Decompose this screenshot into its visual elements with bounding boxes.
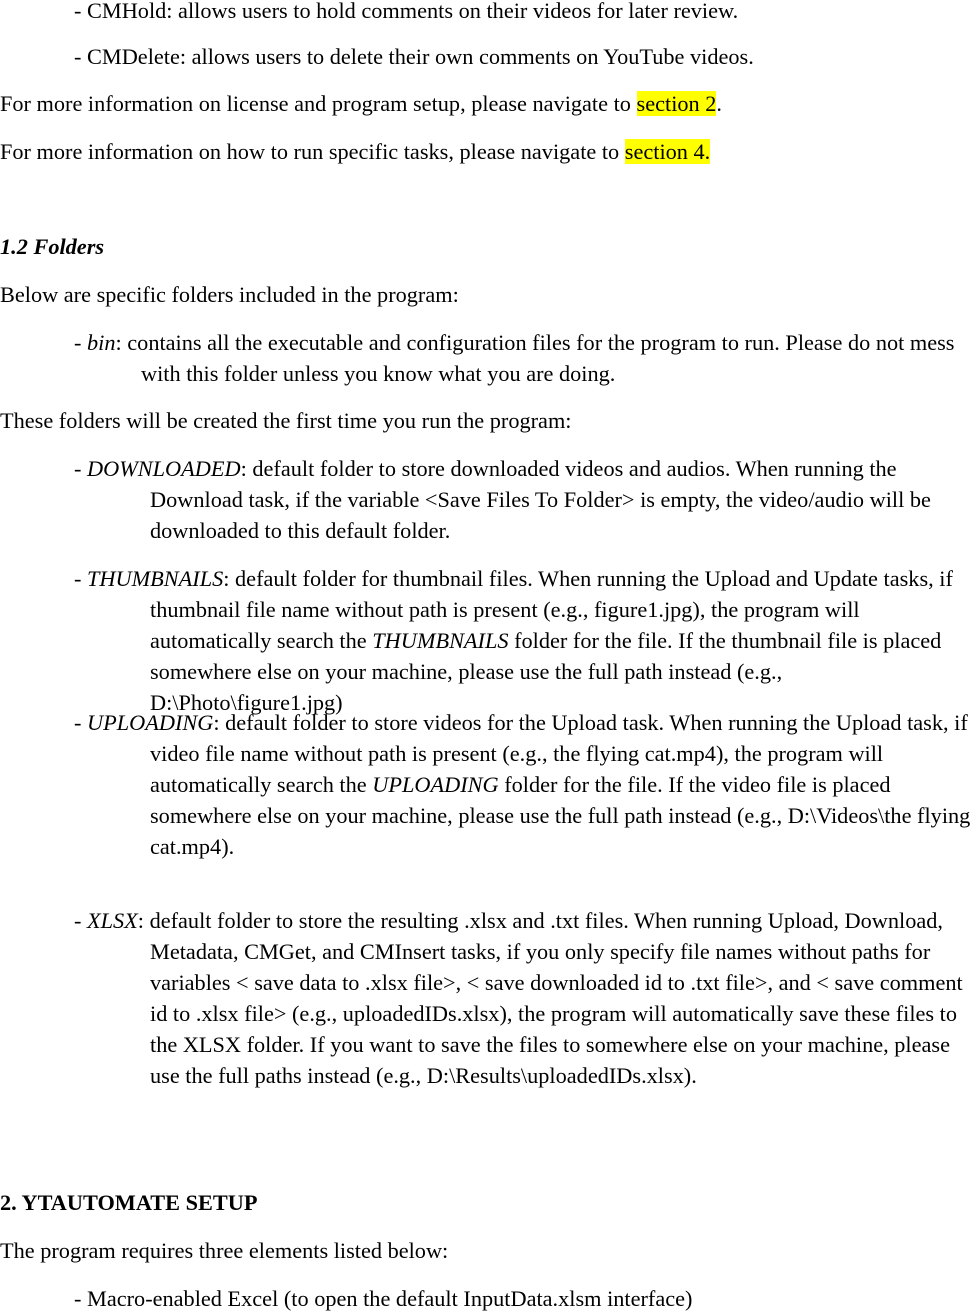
created-folders-intro: These folders will be created the first time you run the program: <box>0 408 572 433</box>
bullet-cmdelete: - CMDelete: allows users to delete their own comments on YouTube videos. <box>74 44 754 69</box>
bin-dash: - <box>74 330 87 355</box>
thumbnails-dash: - <box>74 566 87 591</box>
info-license-prefix: For more information on license and program setup, please navigate to <box>0 91 637 116</box>
thumbnails-description-2: folder for the file. If the thumbnail file is placed somewhere else on your machine, please use the full path instead (e.g., D:\Photo\figure1.jpg) <box>150 628 942 715</box>
bin-description: : contains all the executable and configuration files for the program to run. Please do not mess with this folder unless you know what you are doing. <box>115 330 955 386</box>
uploading-dash: - <box>74 710 87 735</box>
bullet-macro-excel: - Macro-enabled Excel (to open the default InputData.xlsm interface) <box>74 1286 693 1311</box>
xlsx-dash: - <box>74 908 87 933</box>
uploading-folder-name: UPLOADING <box>87 710 214 735</box>
info-tasks-paragraph <box>0 136 710 167</box>
heading-ytautomate-setup: 2. YTAUTOMATE SETUP <box>0 1190 258 1215</box>
folder-item-uploading <box>74 707 971 862</box>
uploading-description-2: folder for the file. If the video file is placed somewhere else on your machine, please use the full path instead (e.g., D:\Videos\the flying cat.mp4). <box>150 772 971 859</box>
folder-item-downloaded <box>74 453 971 546</box>
uploading-folder-name-inline: UPLOADING <box>372 772 499 797</box>
setup-intro: The program requires three elements listed below: <box>0 1238 449 1263</box>
info-tasks-prefix: For more information on how to run specific tasks, please navigate to <box>0 139 625 164</box>
thumbnails-folder-name: THUMBNAILS <box>87 566 224 591</box>
xlsx-folder-name: XLSX <box>87 908 138 933</box>
downloaded-folder-name: DOWNLOADED <box>87 456 241 481</box>
info-license-suffix: . <box>716 91 722 116</box>
thumbnails-folder-name-inline: THUMBNAILS <box>372 628 509 653</box>
folder-item-thumbnails <box>74 563 971 718</box>
downloaded-description: : default folder to store downloaded videos and audios. When running the Download task, if the variable <Save Files To Folder> is empty, the video/audio will be downloaded to this default folder. <box>150 456 931 543</box>
uploading-description-1: : default folder to store videos for the Upload task. When running the Upload task, if video file name without path is present (e.g., the flying cat.mp4), the program will automatically search the <box>150 710 968 797</box>
heading-folders: 1.2 Folders <box>0 234 105 259</box>
section-4-link[interactable]: section 4. <box>624 139 711 164</box>
thumbnails-description-1: : default folder for thumbnail files. When running the Upload and Update tasks, if thumbnail file name without path is present (e.g., figure1.jpg), the program will automatically search the <box>150 566 953 653</box>
folders-intro: Below are specific folders included in the program: <box>0 282 459 307</box>
bin-folder-name: bin <box>87 330 116 355</box>
info-license-paragraph <box>0 88 722 119</box>
folder-item-bin <box>74 327 971 389</box>
section-2-link[interactable]: section 2 <box>636 91 717 116</box>
folder-item-xlsx <box>74 905 971 1091</box>
downloaded-dash: - <box>74 456 87 481</box>
bullet-cmhold: - CMHold: allows users to hold comments on their videos for later review. <box>74 0 739 23</box>
xlsx-description: : default folder to store the resulting .xlsx and .txt files. When running Upload, Download, Metadata, CMGet, and CMInsert tasks, if you only specify file names without paths for variables < save data to .xlsx file>, < save downloaded id to .txt file>, and < save comment id to .xlsx file> (e.g., uploadedIDs.xlsx), the program will automatically save these files to the XLSX folder. If you want to save the files to somewhere else on your machine, please use the full paths instead (e.g., D:\Results\uploadedIDs.xlsx). <box>137 908 963 1088</box>
